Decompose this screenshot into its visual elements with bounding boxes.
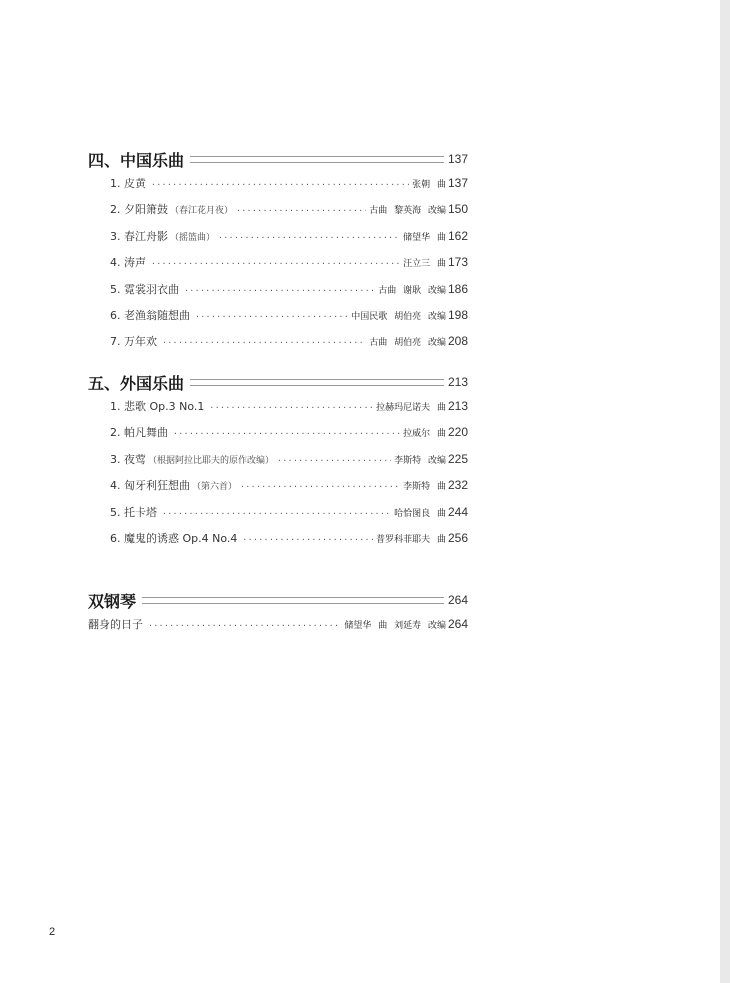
section-header [88,589,468,611]
toc-entry[interactable] [88,525,468,551]
entry-title: 3. 春江舟影 [110,229,168,243]
section-header [88,148,468,170]
page-edge [720,0,730,983]
toc-entry[interactable] [88,446,468,472]
section-title: 四、中国乐曲 [88,150,185,170]
dot-leader [277,448,391,474]
entry-credit: 拉赫玛尼诺夫 曲 [376,403,446,413]
entry-credit: 古曲 胡伯亮 改编 [369,338,446,349]
dot-leader [151,251,400,277]
section-title: 五、外国乐曲 [88,373,185,393]
dot-leader [173,421,400,447]
dot-leader [151,172,409,198]
dot-leader [240,474,400,500]
entry-subtitle: （根据阿拉比耶夫的原作改编） [148,455,275,466]
section-rule [190,379,444,386]
section-page: 264 [447,593,468,607]
entry-page: 213 [447,399,468,413]
entry-page: 220 [447,425,468,440]
entry-title: 7. 万年欢 [110,335,157,349]
entry-title: 4. 匈牙利狂想曲 [110,479,190,493]
toc-entry[interactable] [88,328,468,354]
entry-credit: 李斯特 曲 [403,482,446,493]
entry-credit: 普罗科菲耶夫 曲 [376,534,446,545]
dot-leader [162,501,391,527]
dot-leader [218,225,400,251]
toc-entry[interactable] [88,499,468,525]
entry-page: 225 [447,451,468,466]
entry-page: 173 [447,255,468,270]
entry-credit: 李斯特 改编 [394,455,446,466]
section-page: 213 [447,375,468,389]
entry-credit: 储望华 曲 刘延寿 改编 [344,621,446,631]
toc-entry[interactable] [88,393,468,419]
entry-title: 5. 霓裳羽衣曲 [110,282,179,296]
entry-title: 6. 老渔翁随想曲 [110,308,190,322]
dot-leader [148,613,341,639]
entry-subtitle: （第六首） [192,482,238,493]
entry-title: 翻身的日子 [88,618,143,631]
entry-title: 1. 悲歌 Op.3 No.1 [110,400,205,413]
section-rule [190,156,444,163]
page-number: 2 [49,926,56,938]
entry-title: 3. 夜莺 [110,452,146,466]
section-page: 137 [447,152,468,166]
entry-page: 208 [447,334,468,349]
entry-credit: 古曲 谢耿 改编 [378,285,446,296]
entry-subtitle: （春江花月夜） [170,206,234,217]
entry-page: 150 [447,202,468,217]
section-header [88,371,468,393]
entry-page: 198 [447,307,468,322]
toc-entry[interactable] [88,611,468,637]
toc-section-foreign [88,371,468,551]
dot-leader [184,278,375,304]
toc-section-chinese [88,148,468,355]
entry-title: 5. 托卡塔 [110,505,157,519]
entry-page: 186 [447,281,468,296]
entry-page: 137 [447,176,468,190]
toc-entry[interactable] [88,196,468,222]
toc-entry[interactable] [88,472,468,498]
dot-leader [236,198,366,224]
toc-entry[interactable] [88,223,468,249]
entry-page: 162 [447,228,468,243]
entry-title: 4. 涛声 [110,256,146,270]
toc-entry[interactable] [88,170,468,196]
entry-page: 244 [447,504,468,519]
entry-credit: 古曲 黎英海 改编 [369,206,446,217]
entry-credit: 汪立三 曲 [403,259,446,270]
toc-entry[interactable] [88,419,468,445]
entry-page: 232 [447,478,468,493]
entry-title: 2. 帕凡舞曲 [110,426,168,440]
entry-credit: 哈恰图良 曲 [394,508,446,519]
entry-title: 2. 夕阳箫鼓 [110,203,168,217]
dot-leader [209,395,373,421]
entry-page: 264 [447,617,468,631]
entry-title: 6. 魔鬼的诱惑 Op.4 No.4 [110,531,238,545]
toc-entry[interactable] [88,302,468,328]
entry-credit: 张朝 曲 [412,180,446,190]
entry-subtitle: （摇篮曲） [170,232,216,243]
section-title: 双钢琴 [88,591,137,611]
entry-page: 256 [447,530,468,545]
dot-leader [195,304,348,330]
dot-leader [242,527,373,553]
toc-section-two-pianos [88,589,468,637]
section-rule [142,597,444,604]
toc-entry[interactable] [88,249,468,275]
entry-credit: 拉威尔 曲 [403,429,446,440]
entry-credit: 中国民歌 胡伯亮 改编 [351,311,446,322]
entry-credit: 储望华 曲 [403,232,446,243]
entry-title: 1. 皮黄 [110,177,146,190]
dot-leader [162,330,366,356]
toc-entry[interactable] [88,276,468,302]
